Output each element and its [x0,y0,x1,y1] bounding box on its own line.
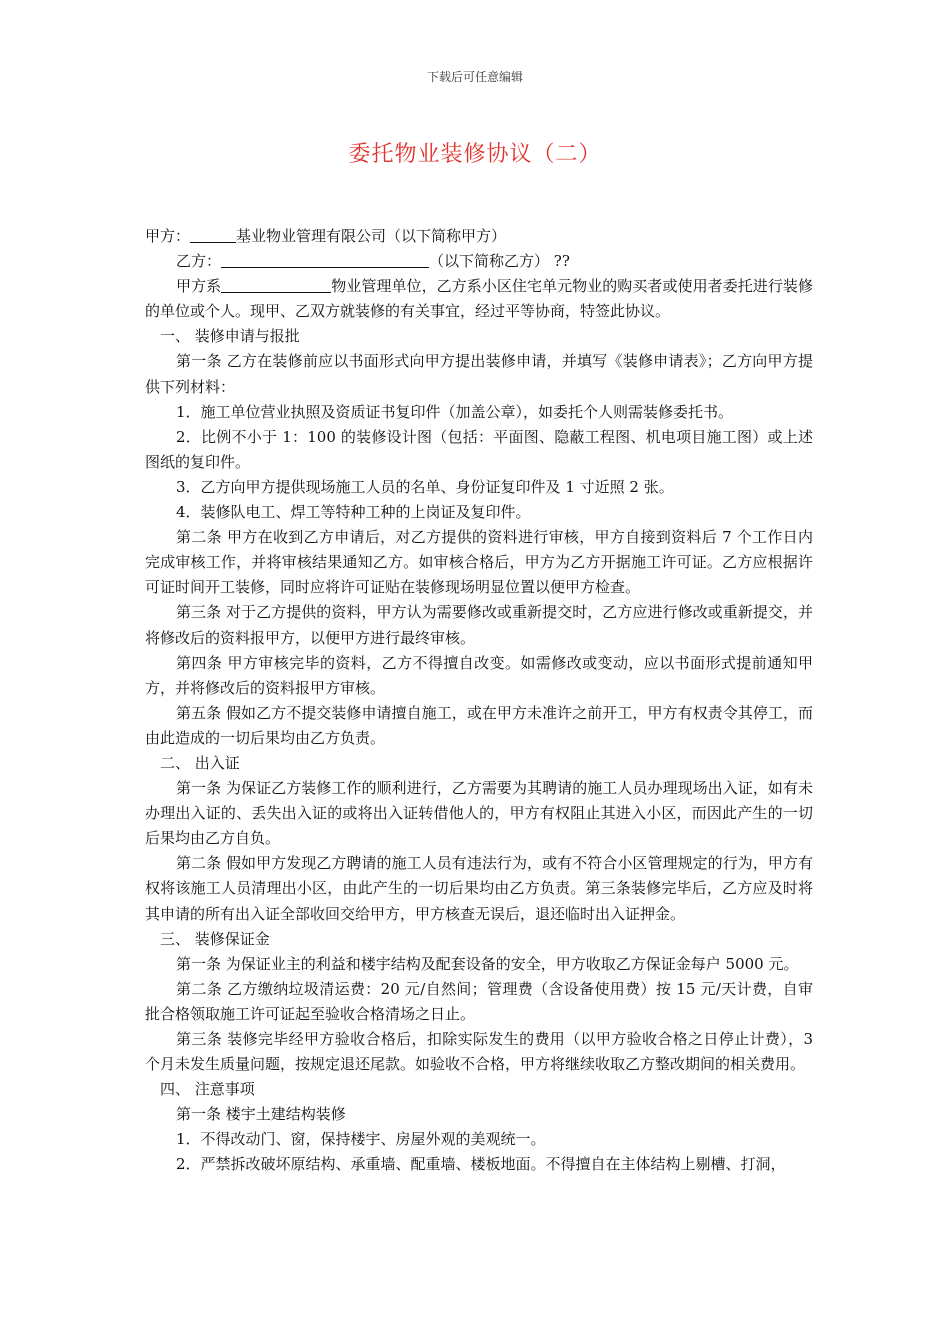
clause-paragraph: 1．不得改动门、窗，保持楼宇、房屋外观的美观统一。 [176,1130,546,1149]
document-title: 委托物业装修协议（二） [348,142,602,167]
clause-paragraph: 第一条 乙方在装修前应以书面形式向甲方提出装修申请，并填写《装修申请表》；乙方向甲方提供下列材料： [145,352,813,396]
section-heading: 一、 装修申请与报批 [160,327,300,346]
party-a-line [145,224,813,249]
section-heading: 三、 装修保证金 [160,929,270,948]
intro-blank [221,276,331,293]
clause-paragraph: 第一条 为保证业主的利益和楼宇结构及配套设备的安全，甲方收取乙方保证金每户 5000 元。 [176,954,799,973]
clause-paragraph: 1．施工单位营业执照及资质证书复印件（加盖公章），如委托个人则需装修委托书。 [176,402,734,421]
section-heading: 二、 出入证 [160,753,240,772]
page-header-note: 下载后可任意编辑 [426,70,523,84]
party-b-blank [221,251,429,268]
section-heading: 四、 注意事项 [160,1080,255,1099]
clause-paragraph: 第二条 假如甲方发现乙方聘请的施工人员有违法行为，或有不符合小区管理规定的行为，甲方有权将该施工人员清理出小区，由此产生的一切后果均由乙方负责。第三条装修完毕后，乙方应及时将其申请的所有出入证全部收回交给甲方，甲方核查无误后，退还临时出入证押金。 [145,854,813,923]
party-b-label: 乙方： [176,252,222,271]
clause-paragraph: 第一条 为保证乙方装修工作的顺利进行，乙方需要为其聘请的施工人员办理现场出入证，如有未办理出入证的、丢失出入证的或将出入证转借他人的，甲方有权阻止其进入小区，而因此产生的一切后果均由乙方自负。 [145,779,813,848]
party-a-blank [190,226,236,243]
clause-paragraph: 第三条 装修完毕经甲方验收合格后，扣除实际发生的费用（以甲方验收合格之日停止计费），3 个月未发生质量问题，按规定退还尾款。如验收不合格，甲方将继续收取乙方整改期间的相关费用。 [145,1030,813,1074]
intro-paragraph [145,274,813,324]
clause-paragraph: 3．乙方向甲方提供现场施工人员的名单、身份证复印件及 1 寸近照 2 张。 [176,477,674,496]
clause-paragraph: 2．比例不小于 1：100 的装修设计图（包括：平面图、隐蔽工程图、机电项目施工图）或上述图纸的复印件。 [145,427,813,471]
clause-paragraph: 4．装修队电工、焊工等特种工种的上岗证及复印件。 [176,503,531,522]
clause-paragraph: 第一条 楼宇土建结构装修 [176,1105,346,1124]
intro-part-1: 甲方系 [176,277,222,296]
clause-list [145,324,813,1177]
clause-paragraph: 第二条 甲方在收到乙方申请后，对乙方提供的资料进行审核，甲方自接到资料后 7 个工作日内完成审核工作，并将审核结果通知乙方。如审核合格后，甲方为乙方开据施工许可证。乙方应根据许可证时间开工装修，同时应将许可证贴在装修现场明显位置以便甲方检查。 [145,528,813,597]
party-b-line [145,249,813,274]
document-body [145,224,813,1178]
clause-paragraph: 第五条 假如乙方不提交装修申请擅自施工，或在甲方未准许之前开工，甲方有权责令其停工，而由此造成的一切后果均由乙方负责。 [145,703,813,747]
party-a-text: 基业物业管理有限公司（以下简称甲方） [236,227,507,245]
clause-paragraph: 第三条 对于乙方提供的资料，甲方认为需要修改或重新提交时，乙方应进行修改或重新提交，并将修改后的资料报甲方，以便甲方进行最终审核。 [145,603,813,647]
intro-part-2: 物业管理单位，乙方系小区住宅单元物业的购买者或使用者委托进行装修的单位或个人。现甲、乙双方就装修的有关事宜，经过平等协商，特签此协议。 [145,277,813,321]
party-a-label: 甲方： [145,227,191,245]
clause-paragraph: 2．严禁拆改破坏原结构、承重墙、配重墙、楼板地面。不得擅自在主体结构上剔槽、打洞， [176,1155,786,1174]
clause-paragraph: 第二条 乙方缴纳垃圾清运费：20 元/自然间；管理费（含设备使用费）按 15 元/天计费，自审批合格领取施工许可证起至验收合格清场之日止。 [145,979,813,1023]
clause-paragraph: 第四条 甲方审核完毕的资料，乙方不得擅自改变。如需修改或变动，应以书面形式提前通知甲方，并将修改后的资料报甲方审核。 [145,653,813,697]
party-b-text: （以下简称乙方） ?? [429,252,570,271]
